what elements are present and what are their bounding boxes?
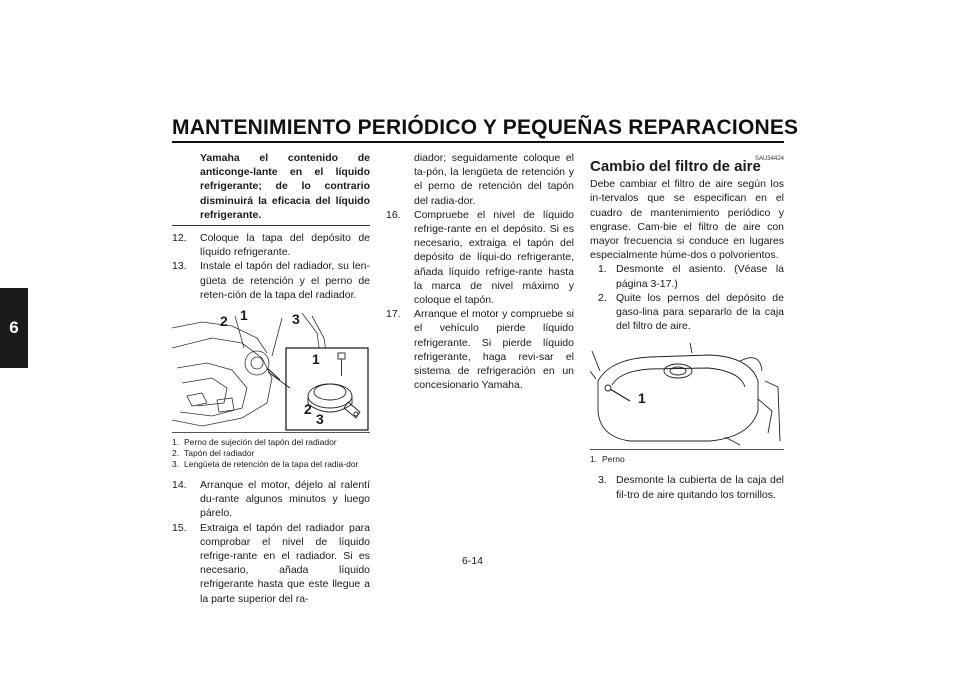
inset-callout-3: 3 <box>316 411 324 428</box>
continuation-text: diador; seguidamente coloque el ta-pón, la lengüeta de retención y el perno de retención del tapón del radia-dor. <box>414 152 574 207</box>
caption-number: 1. <box>172 437 180 448</box>
step-text: Extraiga el tapón del radiador para comprobar el nivel de líquido refrige-rante en el radiador. Si es necesario, añada líquido refrigerante hasta que este llegue a la parte superior del ra- <box>200 521 370 605</box>
step-number: 2. <box>598 291 607 304</box>
inset-callout-2: 2 <box>304 401 312 418</box>
step-number: 1. <box>598 263 607 276</box>
steps-list <box>172 478 370 606</box>
caption-item <box>172 437 370 448</box>
radiador-figure <box>172 308 370 433</box>
list-item <box>598 291 784 334</box>
caution-text: Yamaha el contenido de anticonge-lante en el líquido refrigerante; de lo contrario disminuirá la eficacia del líquido refrigerante. <box>200 152 370 221</box>
callout-1: 1 <box>638 390 646 407</box>
steps-list <box>172 231 370 302</box>
list-item <box>172 231 370 259</box>
caption-text: Perno <box>602 454 625 465</box>
list-item <box>172 259 370 302</box>
column-2 <box>386 151 574 392</box>
steps-list <box>590 473 784 501</box>
inset-callout-1: 1 <box>312 351 320 368</box>
caption-item <box>172 448 370 459</box>
list-item <box>598 262 784 290</box>
callout-1: 1 <box>240 307 248 324</box>
step-text: Arranque el motor y compruebe si el vehículo pierde líquido refrigerante. Si pierde líquido refrigerante, haga revi-sar el sistema de refrigeración en un concesionario Yamaha. <box>414 308 574 392</box>
title-rule <box>172 141 784 143</box>
step-text: Desmonte el asiento. (Véase la página 3-17.) <box>616 263 784 290</box>
column-3 <box>590 151 784 502</box>
step-number: 17. <box>386 308 401 321</box>
section-code: SAU34424 <box>754 156 784 162</box>
callout-3: 3 <box>292 311 300 328</box>
figure-captions <box>172 437 370 470</box>
caption-item <box>172 459 370 470</box>
caption-item <box>590 454 784 465</box>
steps-list <box>590 262 784 333</box>
radiator-illustration <box>172 308 370 432</box>
step-number: 16. <box>386 208 401 221</box>
step-number: 14. <box>172 479 187 492</box>
step-text: Compruebe el nivel de líquido refrige-rante en el depósito. Si es necesario, extraiga el tapón del depósito de líqui-do refrigerante, añada líquido refrige-rante hasta la marca de nivel máximo y coloque el tapón. <box>414 208 574 307</box>
fuel-tank-figure <box>590 341 784 450</box>
step-text: Coloque la tapa del depósito de líquido refrigerante. <box>200 232 370 259</box>
list-item <box>172 521 370 606</box>
callout-2: 2 <box>220 313 228 330</box>
step-number: 13. <box>172 260 187 273</box>
step-text: Desmonte la cubierta de la caja del fil-tro de aire quitando los tornillos. <box>616 474 784 501</box>
step-number: 3. <box>598 474 607 487</box>
list-item <box>598 473 784 501</box>
step-text: Instale el tapón del radiador, su len-güeta de retención y el perno de reten-ción de la tapa del radiador. <box>200 260 370 301</box>
list-item <box>172 478 370 521</box>
caption-text: Tapón del radiador <box>184 448 255 459</box>
figure-captions <box>590 454 784 465</box>
steps-list <box>386 208 574 393</box>
caption-number: 2. <box>172 448 180 459</box>
fuel-tank-illustration <box>590 341 784 449</box>
step-number: 15. <box>172 521 187 534</box>
step-text: Arranque el motor, déjelo al ralentí du-rante algunos minutos y luego párelo. <box>200 479 370 520</box>
intro-text: Debe cambiar el filtro de aire según los in-tervalos que se especifican en el cuadro de mantenimiento periódico y engrase. Cam-bie el filtro de aire con mayor frecuencia si conduce en lugares especialmente húme-dos o polvorientos. <box>590 178 784 262</box>
caution-rule <box>172 225 370 226</box>
step-number: 12. <box>172 232 187 245</box>
column-1 <box>172 151 370 606</box>
page-number: 6-14 <box>462 555 484 567</box>
caption-number: 3. <box>172 459 180 470</box>
step-text: Quite los pernos del depósito de gaso-lina para separarlo de la caja del filtro de aire. <box>616 291 784 333</box>
caption-text: Lengüeta de retención de la tapa del radia-dor <box>184 459 359 470</box>
caption-number: 1. <box>590 454 598 465</box>
page-title: MANTENIMIENTO PERIÓDICO Y PEQUEÑAS REPARACIONES <box>172 116 799 139</box>
list-item <box>386 208 574 307</box>
caption-text: Perno de sujeción del tapón del radiador <box>184 437 337 448</box>
section-heading: Cambio del filtro de aire <box>590 158 761 175</box>
list-item <box>386 307 574 392</box>
chapter-tab: 6 <box>0 288 28 368</box>
